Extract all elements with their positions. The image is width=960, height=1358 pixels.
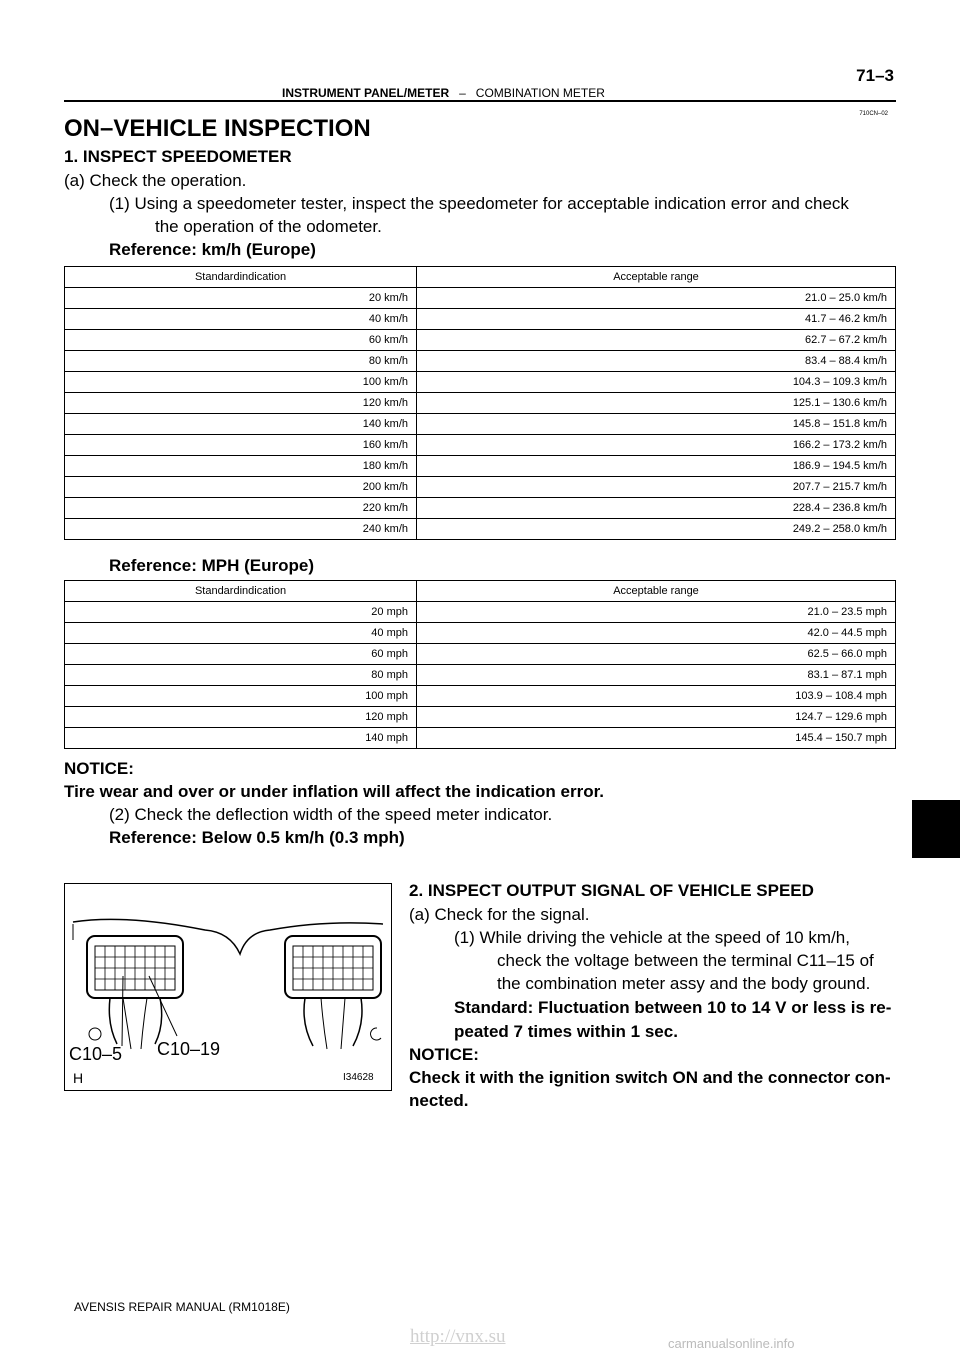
acceptable-range-cell: 145.4 – 150.7 mph <box>417 728 896 749</box>
header-separator: – <box>459 86 466 100</box>
standard-indication-cell: 160 km/h <box>65 435 417 456</box>
table-row <box>65 623 896 644</box>
figure-id: I34628 <box>343 1072 374 1083</box>
acceptable-range-cell: 228.4 – 236.8 km/h <box>417 498 896 519</box>
standard-line1: Standard: Fluctuation between 10 to 14 V or less is re- <box>454 998 892 1017</box>
standard-indication-cell: 140 mph <box>65 728 417 749</box>
step2-sub1-line1: (1) While driving the vehicle at the speed of 10 km/h, <box>454 928 850 947</box>
notice-label: NOTICE: <box>64 759 134 778</box>
table-row <box>65 414 896 435</box>
table-header-row <box>65 581 896 602</box>
standard-indication-cell: 100 km/h <box>65 372 417 393</box>
acceptable-range-cell: 41.7 – 46.2 km/h <box>417 309 896 330</box>
source-link[interactable]: http://vnx.su <box>410 1326 506 1347</box>
table-row <box>65 707 896 728</box>
standard-line2: peated 7 times within 1 sec. <box>454 1022 678 1041</box>
standard-indication-cell: 60 km/h <box>65 330 417 351</box>
step1-sub2: (2) Check the deflection width of the speed meter indicator. <box>109 805 553 824</box>
table-header-row <box>65 267 896 288</box>
standard-indication-cell: 40 mph <box>65 623 417 644</box>
table-row <box>65 498 896 519</box>
mark-h: H <box>73 1070 84 1086</box>
standard-indication-cell: 120 km/h <box>65 393 417 414</box>
header-rule <box>64 100 896 102</box>
standard-indication-cell: 220 km/h <box>65 498 417 519</box>
table-row <box>65 351 896 372</box>
standard-indication-cell: 240 km/h <box>65 519 417 540</box>
acceptable-range-cell: 104.3 – 109.3 km/h <box>417 372 896 393</box>
header-section: INSTRUMENT PANEL/METER <box>282 86 450 100</box>
column-header: Acceptable range <box>417 581 896 602</box>
step1-sub1-line1: (1) Using a speedometer tester, inspect the speedometer for acceptable indication error and check <box>109 194 849 213</box>
ref-deflection: Reference: Below 0.5 km/h (0.3 mph) <box>109 828 405 847</box>
step2-sub1-line2: check the voltage between the terminal C11–15 of <box>497 951 874 970</box>
standard-indication-cell: 180 km/h <box>65 456 417 477</box>
table-row <box>65 519 896 540</box>
step2-notice-label: NOTICE: <box>409 1045 479 1064</box>
header-subsection: COMBINATION METER <box>475 86 605 100</box>
kmh-table <box>64 266 896 540</box>
page-number: 71–3 <box>856 66 894 85</box>
ref-mph-label: Reference: MPH (Europe) <box>109 556 314 575</box>
table-row <box>65 728 896 749</box>
acceptable-range-cell: 83.4 – 88.4 km/h <box>417 351 896 372</box>
acceptable-range-cell: 125.1 – 130.6 km/h <box>417 393 896 414</box>
table-row <box>65 477 896 498</box>
acceptable-range-cell: 249.2 – 258.0 km/h <box>417 519 896 540</box>
step2-heading: 2. INSPECT OUTPUT SIGNAL OF VEHICLE SPEED <box>409 881 814 900</box>
label-c10-19: C10–19 <box>157 1039 221 1059</box>
step2-notice-line1: Check it with the ignition switch ON and the connector con- <box>409 1068 891 1087</box>
running-header <box>282 86 605 100</box>
page-title: ON–VEHICLE INSPECTION <box>64 115 371 142</box>
table-row <box>65 686 896 707</box>
section-tab-marker <box>912 800 960 858</box>
acceptable-range-cell: 186.9 – 194.5 km/h <box>417 456 896 477</box>
label-c10-5: C10–5 <box>69 1044 123 1064</box>
acceptable-range-cell: 62.7 – 67.2 km/h <box>417 330 896 351</box>
acceptable-range-cell: 21.0 – 25.0 km/h <box>417 288 896 309</box>
doc-code: 710CN–02 <box>859 111 888 117</box>
step2-a: (a) Check for the signal. <box>409 905 590 924</box>
step1-sub1-line2: the operation of the odometer. <box>155 217 382 236</box>
acceptable-range-cell: 124.7 – 129.6 mph <box>417 707 896 728</box>
step2-sub1-line3: the combination meter assy and the body ground. <box>497 974 871 993</box>
mph-table <box>64 580 896 749</box>
table-row <box>65 456 896 477</box>
table-row <box>65 288 896 309</box>
standard-indication-cell: 80 km/h <box>65 351 417 372</box>
table-row <box>65 330 896 351</box>
standard-indication-cell: 120 mph <box>65 707 417 728</box>
notice-text: Tire wear and over or under inflation will affect the indication error. <box>64 782 605 801</box>
table-row <box>65 602 896 623</box>
standard-indication-cell: 60 mph <box>65 644 417 665</box>
table-row <box>65 435 896 456</box>
watermark: carmanualsonline.info <box>668 1336 795 1351</box>
acceptable-range-cell: 42.0 – 44.5 mph <box>417 623 896 644</box>
ref-kmh-label: Reference: km/h (Europe) <box>109 240 316 259</box>
standard-indication-cell: 200 km/h <box>65 477 417 498</box>
connector-figure <box>64 883 392 1091</box>
table-row <box>65 644 896 665</box>
column-header: Standardindication <box>65 267 417 288</box>
acceptable-range-cell: 21.0 – 23.5 mph <box>417 602 896 623</box>
standard-indication-cell: 20 mph <box>65 602 417 623</box>
acceptable-range-cell: 145.8 – 151.8 km/h <box>417 414 896 435</box>
acceptable-range-cell: 62.5 – 66.0 mph <box>417 644 896 665</box>
standard-indication-cell: 40 km/h <box>65 309 417 330</box>
manual-footer: AVENSIS REPAIR MANUAL (RM1018E) <box>74 1300 290 1314</box>
acceptable-range-cell: 83.1 – 87.1 mph <box>417 665 896 686</box>
standard-indication-cell: 20 km/h <box>65 288 417 309</box>
table-row <box>65 372 896 393</box>
table-row <box>65 665 896 686</box>
acceptable-range-cell: 166.2 – 173.2 km/h <box>417 435 896 456</box>
standard-indication-cell: 100 mph <box>65 686 417 707</box>
step2-notice-line2: nected. <box>409 1091 469 1110</box>
step1-heading: 1. INSPECT SPEEDOMETER <box>64 147 292 166</box>
standard-indication-cell: 80 mph <box>65 665 417 686</box>
table-row <box>65 393 896 414</box>
acceptable-range-cell: 103.9 – 108.4 mph <box>417 686 896 707</box>
standard-indication-cell: 140 km/h <box>65 414 417 435</box>
acceptable-range-cell: 207.7 – 215.7 km/h <box>417 477 896 498</box>
table-row <box>65 309 896 330</box>
column-header: Standardindication <box>65 581 417 602</box>
column-header: Acceptable range <box>417 267 896 288</box>
step1-a: (a) Check the operation. <box>64 171 247 190</box>
